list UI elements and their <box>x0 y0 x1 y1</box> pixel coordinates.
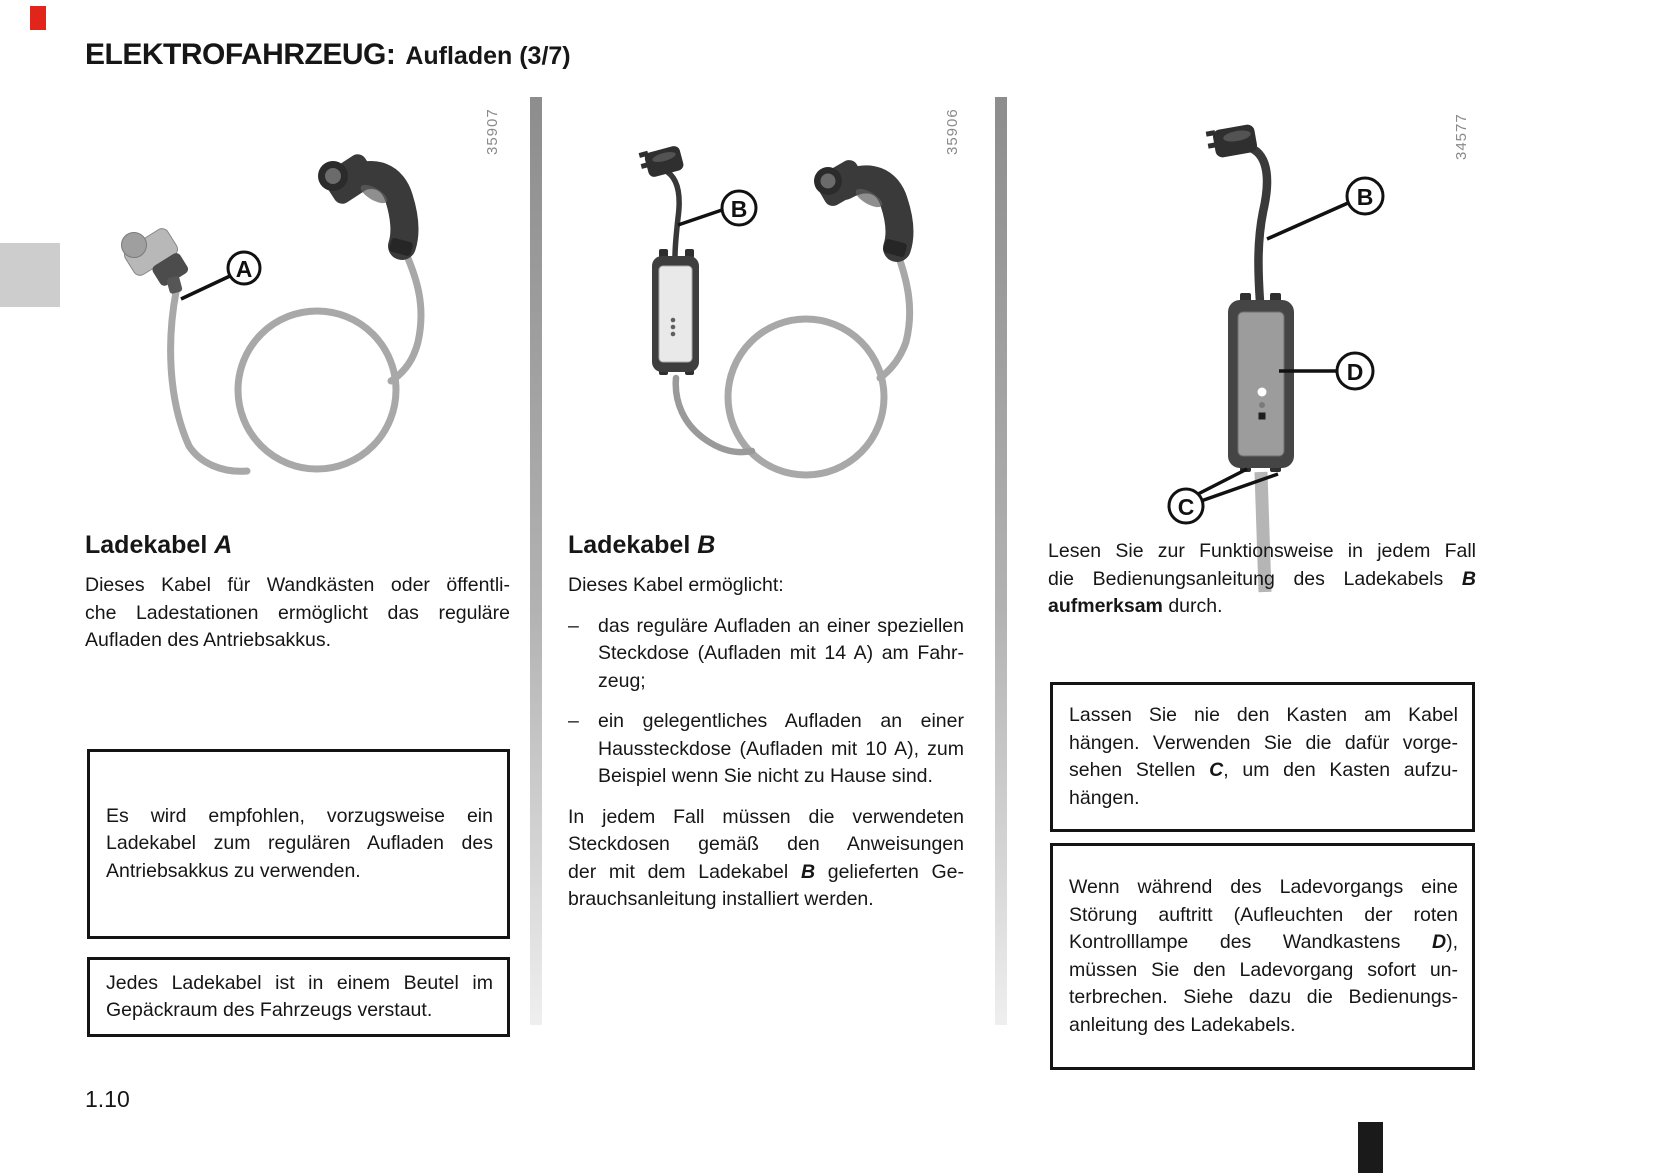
chapter-edge-tab <box>0 243 60 307</box>
text-line: Es wird empfohlen, vorzugsweise ein <box>106 804 493 827</box>
household-plug-drawing <box>1206 124 1267 302</box>
figure-ref: 35907 <box>484 108 501 155</box>
text-line: der mit dem Ladekabel B gelieferten Ge- <box>568 860 965 883</box>
text-line: Störung auftritt (Aufleuchten der roten <box>1069 903 1458 926</box>
red-page-edge-mark <box>30 6 46 30</box>
page-title <box>85 38 571 72</box>
paragraph <box>85 572 510 655</box>
figure-ref: 35906 <box>944 108 961 155</box>
column-ladekabel-b <box>568 531 964 927</box>
text-line: brauchsanleitung installiert werden. <box>568 888 874 910</box>
text-line: terbrechen. Siehe dazu die Bedienungs- <box>1069 986 1458 1008</box>
label-a-marker <box>181 252 260 299</box>
svg-text:B: B <box>730 196 748 222</box>
note-text <box>106 970 493 1025</box>
section-heading <box>568 531 964 559</box>
note-text <box>1069 702 1458 812</box>
text-line: hängen. Verwenden Sie die dafür vorge- <box>1069 731 1458 754</box>
bullet-item <box>568 613 964 696</box>
cable-loop-drawing <box>171 249 421 471</box>
text-line: müssen Sie den Ladevorgang sofort un- <box>1069 958 1458 981</box>
label-b-marker <box>678 191 756 225</box>
cable-loop-drawing <box>676 252 910 475</box>
text-line: Wenn während des Ladevorgangs eine <box>1069 876 1458 898</box>
note-box <box>87 957 510 1037</box>
note-box <box>87 749 510 939</box>
indicator-lamp-gray <box>1259 402 1265 408</box>
text-line: aufmerksam durch. <box>1048 595 1223 617</box>
label-b-marker <box>1267 178 1383 239</box>
paragraph <box>568 804 964 914</box>
text-line: Ladekabel B <box>568 531 716 559</box>
text-line: Antriebsakkus zu verwenden. <box>106 859 361 882</box>
ev-connector-drawing <box>318 151 413 257</box>
ev-connector-drawing <box>813 157 908 258</box>
note-text <box>1069 874 1458 1039</box>
svg-text:B: B <box>1356 184 1374 210</box>
text-line: Lesen Sie zur Funktionsweise in jedem Fall <box>1048 540 1476 562</box>
indicator-lamp-dark <box>1259 413 1266 420</box>
text-line: die Bedienungsanleitung des Ladekabels B <box>1048 567 1476 590</box>
section-heading <box>85 531 510 559</box>
column-hinweise <box>1048 538 1476 634</box>
bullet-dash: – <box>568 614 579 637</box>
page-title-sub: Aufladen (3/7) <box>405 42 571 70</box>
text-line: Gepäckraum des Fahrzeugs verstaut. <box>106 999 433 1021</box>
text-line: Ladekabel A <box>85 531 233 559</box>
note-box <box>1050 682 1475 832</box>
note-box <box>1050 843 1475 1070</box>
bullet-text <box>598 708 964 791</box>
text-line: Steckdosen gemäß den Anweisungen <box>568 833 964 855</box>
text-line: Jedes Ladekabel ist in einem Beutel im <box>106 971 493 994</box>
figure-control-box <box>1040 95 1480 600</box>
text-line: zeug; <box>598 669 646 692</box>
figure-cable-a <box>60 95 520 495</box>
text-line: Kontrolllampe des Wandkastens D), <box>1069 931 1458 953</box>
svg-text:A: A <box>235 256 253 282</box>
text-line: sehen Stellen C, um den Kasten aufzu- <box>1069 759 1458 781</box>
text-line: Lassen Sie nie den Kasten am Kabel <box>1069 704 1458 726</box>
page-number: 1.10 <box>85 1086 130 1112</box>
control-box-drawing <box>1228 293 1294 472</box>
bullet-dash: – <box>568 710 579 732</box>
note-text <box>106 803 493 886</box>
text-line: hängen. <box>1069 786 1140 809</box>
text-line: ein gelegentliches Aufladen an einer <box>598 710 964 732</box>
text-line: Dieses Kabel für Wandkästen oder öffentli- <box>85 574 510 596</box>
svg-text:D: D <box>1346 359 1364 385</box>
column-divider <box>995 97 1007 1025</box>
bullet-text <box>598 613 964 696</box>
text-line: Dieses Kabel ermöglicht: <box>568 574 784 596</box>
figure-ref: 34577 <box>1453 113 1470 160</box>
wallbox-plug-drawing <box>122 226 190 294</box>
text-line: In jedem Fall müssen die verwendeten <box>568 805 964 828</box>
figure-cable-b <box>545 95 985 495</box>
paragraph <box>1048 538 1476 621</box>
text-line: Steckdose (Aufladen mit 14 A) am Fahr- <box>598 642 964 664</box>
paragraph <box>568 572 964 600</box>
column-ladekabel-a <box>85 531 510 668</box>
indicator-lamp-white <box>1258 388 1267 397</box>
page-title-main: ELEKTROFAHRZEUG: <box>85 38 396 71</box>
text-line: Beispiel wenn Sie nicht zu Hause sind. <box>598 765 933 787</box>
column-divider <box>530 97 542 1025</box>
household-plug-drawing <box>639 145 685 257</box>
text-line: Ladekabel zum regulären Aufladen des <box>106 832 493 855</box>
text-line: das reguläre Aufladen an einer speziellen <box>598 614 964 637</box>
text-line: che Ladestationen ermöglicht das reguläre <box>85 601 510 624</box>
control-box-drawing <box>652 249 699 375</box>
text-line: anleitung des Ladekabels. <box>1069 1013 1296 1036</box>
text-line: Haussteckdose (Aufladen mit 10 A), zum <box>598 737 964 760</box>
bullet-item <box>568 708 964 791</box>
bottom-index-bar <box>1358 1122 1383 1173</box>
text-line: Aufladen des Antriebsakkus. <box>85 629 332 651</box>
svg-text:C: C <box>1177 494 1195 520</box>
